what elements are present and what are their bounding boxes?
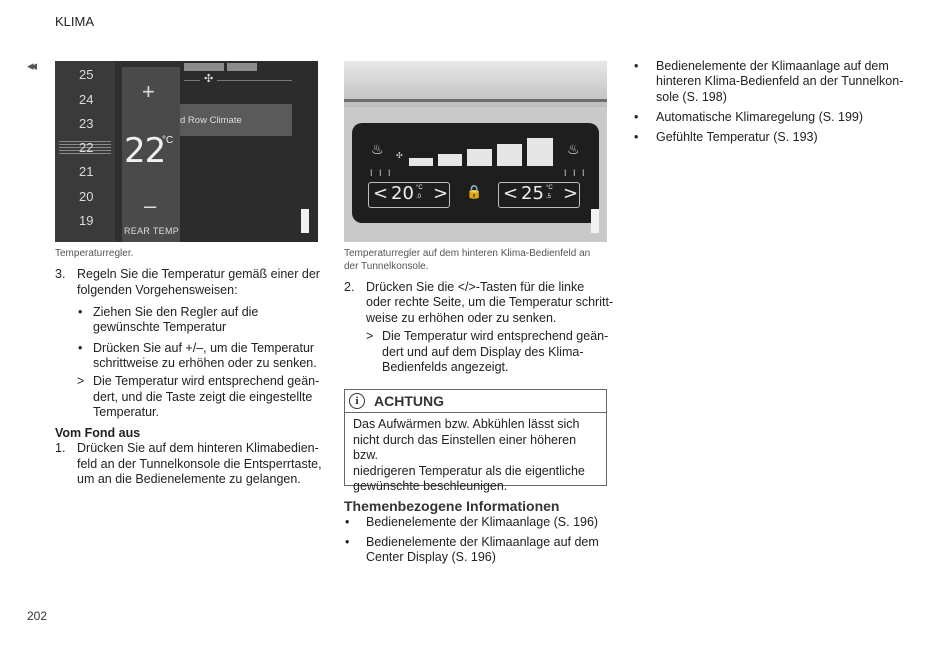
fan-icon: ✣ <box>396 151 403 160</box>
bullet-text: Ziehen Sie den Regler auf die <box>93 305 259 319</box>
rear-climate-panel-figure <box>344 61 607 242</box>
fan-bar <box>438 154 462 166</box>
step-text: folgenden Vorgehensweisen: <box>77 283 238 297</box>
scale-value: 24 <box>79 92 94 107</box>
step-text: oder rechte Seite, um die Temperatur schritt- <box>366 295 614 309</box>
figure1-caption: Temperaturregler. <box>55 248 134 259</box>
warning-line: gewünschte beschleunigen. <box>353 479 508 493</box>
scale-value: 23 <box>79 116 94 131</box>
bullet-marker: • <box>634 110 639 124</box>
result-marker: > <box>77 374 85 388</box>
result-text: dert, und die Taste zeigt die eingestellte <box>93 390 313 404</box>
bullet-marker: • <box>78 341 83 355</box>
left-decrease-arrow[interactable]: < <box>373 183 389 204</box>
left-decimal: .0 <box>416 194 422 200</box>
warning-line: niedrigeren Temperatur als die eigentliche <box>353 463 585 478</box>
plus-icon[interactable]: + <box>142 79 155 104</box>
bullet-marker: • <box>345 515 350 529</box>
step-text: Regeln Sie die Temperatur gemäß einer der <box>77 267 320 281</box>
step-number: 1. <box>55 441 66 455</box>
climate-panel <box>180 61 318 242</box>
step-number: 3. <box>55 267 66 281</box>
right-increase-arrow[interactable]: > <box>563 183 579 204</box>
result-text: Die Temperatur wird entsprechend geän- <box>93 374 320 388</box>
left-temperature: 20 <box>391 183 414 204</box>
related-link-cont[interactable]: hinteren Klima-Bedienfeld an der Tunnelkon- <box>656 74 904 88</box>
bullet-text: gewünschte Temperatur <box>93 320 227 334</box>
result-text: dert und auf dem Display des Klima- <box>382 345 584 359</box>
figure-id-tag <box>301 209 309 233</box>
seat-level-right: I I I <box>564 168 587 178</box>
climate-display <box>352 123 599 223</box>
left-increase-arrow[interactable]: > <box>433 183 449 204</box>
related-link[interactable]: Bedienelemente der Klimaanlage auf dem <box>366 535 599 549</box>
warning-body <box>353 417 601 495</box>
result-marker: > <box>366 329 374 343</box>
fan-bar <box>467 149 492 166</box>
fan-bar <box>527 138 553 166</box>
step-text: Drücken Sie die </>-Tasten für die linke <box>366 280 585 294</box>
lock-icon[interactable]: 🔒 <box>466 184 483 199</box>
related-link[interactable]: Bedienelemente der Klimaanlage auf dem <box>656 59 889 73</box>
bullet-text: Drücken Sie auf +/–, um die Temperatur <box>93 341 315 355</box>
right-temp-control[interactable] <box>498 182 580 208</box>
related-link-cont[interactable]: sole (S. 198) <box>656 90 727 104</box>
related-link[interactable]: Bedienelemente der Klimaanlage (S. 196) <box>366 515 599 529</box>
step-text: feld an der Tunnelkonsole die Entsperrtaste, <box>77 457 322 471</box>
section-title: KLIMA <box>55 14 95 29</box>
scale-value: 19 <box>79 213 94 228</box>
related-link[interactable]: Gefühlte Temperatur (S. 193) <box>656 130 818 144</box>
minus-icon[interactable]: – <box>144 193 157 218</box>
figure2-caption-line1: Temperaturregler auf dem hinteren Klima-Bedienfeld an <box>344 248 591 259</box>
fan-bar <box>497 144 522 166</box>
climate-label: d Row Climate <box>180 115 242 126</box>
warning-title: ACHTUNG <box>374 393 444 409</box>
fan-icon: ✣ <box>200 72 217 85</box>
seat-heat-right-icon[interactable]: ♨ <box>567 141 580 157</box>
figure-id-tag <box>591 209 599 233</box>
rear-temp-label: REAR TEMP <box>124 226 180 236</box>
bullet-marker: • <box>345 535 350 549</box>
step-text: Drücken Sie auf dem hinteren Klimabedien- <box>77 441 319 455</box>
warning-box <box>344 389 607 493</box>
figure2-caption-line2: der Tunnelkonsole. <box>344 261 429 272</box>
temperature-knob[interactable] <box>122 67 180 242</box>
back-arrow-icon[interactable]: ◂◂ <box>27 58 35 73</box>
subheading: Vom Fond aus <box>55 426 141 440</box>
rear-climate-button[interactable] <box>180 104 292 136</box>
warning-header <box>345 390 606 413</box>
bullet-marker: • <box>78 305 83 319</box>
info-icon: i <box>349 393 365 409</box>
related-link-cont[interactable]: Center Display (S. 196) <box>366 550 496 564</box>
scale-value: 20 <box>79 189 94 204</box>
temperature-unit: °C <box>162 135 174 146</box>
right-decimal: .5 <box>546 194 552 200</box>
scale-value: 25 <box>79 67 94 82</box>
seat-heat-left-icon[interactable]: ♨ <box>371 141 384 157</box>
bullet-text: schrittweise zu erhöhen oder zu senken. <box>93 356 317 370</box>
scale-value: 22 <box>79 140 94 155</box>
step-text: um an die Bedienelemente zu gelangen. <box>77 472 301 486</box>
related-heading: Themenbezogene Informationen <box>344 498 560 514</box>
tab <box>184 63 224 71</box>
step-text: weise zu erhöhen oder zu senken. <box>366 311 557 325</box>
fan-bar <box>409 158 433 166</box>
console-edge <box>344 99 607 102</box>
result-text: Temperatur. <box>93 405 160 419</box>
temperature-scale <box>55 61 115 242</box>
current-temperature: 22 <box>124 131 166 171</box>
left-temp-control[interactable] <box>368 182 450 208</box>
bullet-marker: • <box>634 59 639 73</box>
related-link[interactable]: Automatische Klimaregelung (S. 199) <box>656 110 864 124</box>
result-text: Bedienfelds angezeigt. <box>382 360 509 374</box>
tab <box>227 63 257 71</box>
right-decrease-arrow[interactable]: < <box>503 183 519 204</box>
right-unit: °C <box>546 185 553 191</box>
warning-line: Das Aufwärmen bzw. Abkühlen lässt sich <box>353 417 580 431</box>
result-text: Die Temperatur wird entsprechend geän- <box>382 329 609 343</box>
step-number: 2. <box>344 280 355 294</box>
scale-value: 21 <box>79 164 94 179</box>
left-unit: °C <box>416 185 423 191</box>
warning-line: nicht durch das Einstellen einer höheren bzw. <box>353 432 577 462</box>
bullet-marker: • <box>634 130 639 144</box>
temperature-slider-figure <box>55 61 318 242</box>
seat-level-left: I I I <box>370 168 393 178</box>
page-number: 202 <box>27 609 48 623</box>
right-temperature: 25 <box>521 183 544 204</box>
